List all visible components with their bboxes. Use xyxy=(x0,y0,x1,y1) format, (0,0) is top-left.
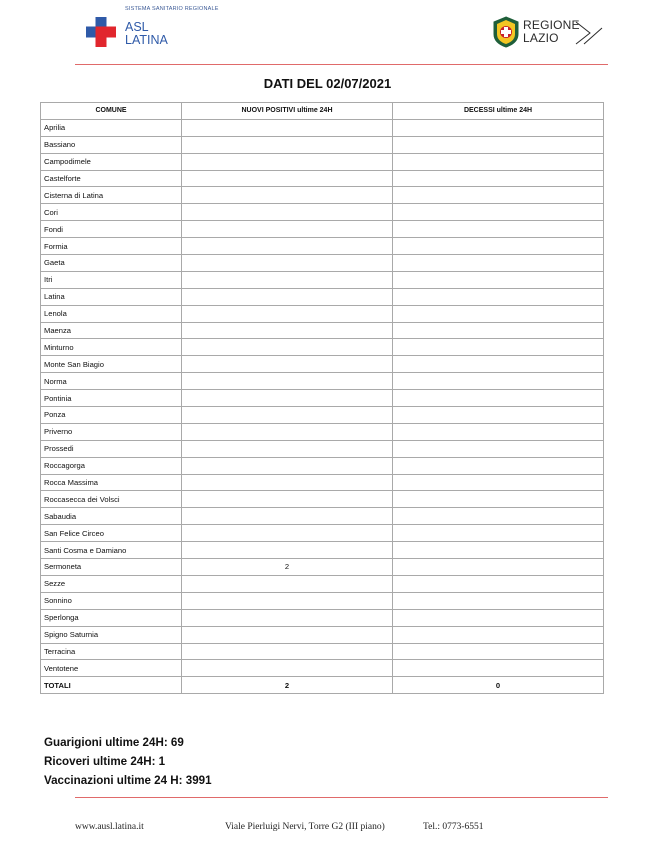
nuovi-positivi-cell xyxy=(182,119,393,136)
table-row xyxy=(41,339,604,356)
decessi-cell xyxy=(393,491,604,508)
comune-cell: Sermoneta xyxy=(41,559,182,576)
nuovi-positivi-cell xyxy=(182,238,393,255)
table-row xyxy=(41,660,604,677)
comune-cell: Ventotene xyxy=(41,660,182,677)
nuovi-positivi-cell xyxy=(182,153,393,170)
nuovi-positivi-cell xyxy=(182,305,393,322)
table-row xyxy=(41,119,604,136)
table-row xyxy=(41,542,604,559)
decessi-cell xyxy=(393,575,604,592)
comune-cell: Ponza xyxy=(41,407,182,424)
decessi-cell xyxy=(393,626,604,643)
regione-lazio-logo xyxy=(492,16,604,52)
table-row xyxy=(41,592,604,609)
table-row xyxy=(41,136,604,153)
comune-cell: Santi Cosma e Damiano xyxy=(41,542,182,559)
decessi-cell xyxy=(393,170,604,187)
nuovi-positivi-cell xyxy=(182,339,393,356)
decessi-cell xyxy=(393,271,604,288)
nuovi-positivi-cell xyxy=(182,221,393,238)
decessi-cell xyxy=(393,474,604,491)
summary-vaccinazioni: Vaccinazioni ultime 24 H: 3991 xyxy=(44,774,212,787)
decessi-cell xyxy=(393,457,604,474)
table-row xyxy=(41,305,604,322)
nuovi-positivi-cell xyxy=(182,575,393,592)
column-header-nuovi-positivi: NUOVI POSITIVI ultime 24H xyxy=(182,103,393,120)
comune-cell: Terracina xyxy=(41,643,182,660)
table-row xyxy=(41,390,604,407)
table-row xyxy=(41,491,604,508)
nuovi-positivi-cell xyxy=(182,204,393,221)
nuovi-positivi-cell xyxy=(182,609,393,626)
asl-caption: SISTEMA SANITARIO REGIONALE xyxy=(125,6,219,12)
lazio-decoration-icon xyxy=(574,18,604,48)
decessi-cell xyxy=(393,288,604,305)
comune-cell: Rocca Massima xyxy=(41,474,182,491)
nuovi-positivi-cell xyxy=(182,440,393,457)
totals-decessi-cell: 0 xyxy=(393,677,604,694)
comune-cell: Castelforte xyxy=(41,170,182,187)
decessi-cell xyxy=(393,136,604,153)
comune-cell: Sezze xyxy=(41,575,182,592)
totals-row xyxy=(41,677,604,694)
comune-cell: Priverno xyxy=(41,423,182,440)
decessi-cell xyxy=(393,423,604,440)
comune-cell: Cisterna di Latina xyxy=(41,187,182,204)
decessi-cell xyxy=(393,305,604,322)
table-row xyxy=(41,221,604,238)
decessi-cell xyxy=(393,204,604,221)
column-header-decessi: DECESSI ultime 24H xyxy=(393,103,604,120)
summary-block xyxy=(44,733,212,790)
nuovi-positivi-cell xyxy=(182,474,393,491)
decessi-cell xyxy=(393,508,604,525)
decessi-cell xyxy=(393,643,604,660)
decessi-cell xyxy=(393,221,604,238)
nuovi-positivi-cell xyxy=(182,288,393,305)
table-row xyxy=(41,255,604,272)
table-row xyxy=(41,474,604,491)
comune-cell: Prossedi xyxy=(41,440,182,457)
medical-cross-icon xyxy=(85,16,117,48)
nuovi-positivi-cell xyxy=(182,271,393,288)
footer-address: Viale Pierluigi Nervi, Torre G2 (III piano) xyxy=(225,822,385,832)
comune-cell: Roccagorga xyxy=(41,457,182,474)
nuovi-positivi-cell xyxy=(182,136,393,153)
decessi-cell xyxy=(393,153,604,170)
table-row xyxy=(41,238,604,255)
comune-cell: Campodimele xyxy=(41,153,182,170)
document-title: DATI DEL 02/07/2021 xyxy=(263,76,392,91)
nuovi-positivi-cell xyxy=(182,457,393,474)
lazio-emblem-icon xyxy=(492,16,520,48)
asl-name xyxy=(125,21,168,47)
comune-cell: Formia xyxy=(41,238,182,255)
decessi-cell xyxy=(393,390,604,407)
nuovi-positivi-cell xyxy=(182,508,393,525)
totals-nuovi-positivi-cell: 2 xyxy=(182,677,393,694)
comune-cell: Sonnino xyxy=(41,592,182,609)
decessi-cell xyxy=(393,542,604,559)
table-row xyxy=(41,204,604,221)
decessi-cell xyxy=(393,322,604,339)
totals-label-cell: TOTALI xyxy=(41,677,182,694)
nuovi-positivi-cell xyxy=(182,373,393,390)
table-row xyxy=(41,609,604,626)
nuovi-positivi-cell xyxy=(182,525,393,542)
nuovi-positivi-cell xyxy=(182,542,393,559)
decessi-cell xyxy=(393,407,604,424)
nuovi-positivi-cell xyxy=(182,170,393,187)
lazio-name-line2: LAZIO xyxy=(523,30,559,45)
comune-cell: Fondi xyxy=(41,221,182,238)
comune-cell: Latina xyxy=(41,288,182,305)
table-row xyxy=(41,322,604,339)
comune-cell: Cori xyxy=(41,204,182,221)
table-row xyxy=(41,457,604,474)
nuovi-positivi-cell xyxy=(182,322,393,339)
table-header-row xyxy=(41,103,604,120)
asl-name-line2: LATINA xyxy=(125,33,168,47)
summary-ricoveri: Ricoveri ultime 24H: 1 xyxy=(44,755,166,768)
table-row xyxy=(41,153,604,170)
table-row xyxy=(41,288,604,305)
comune-cell: Gaeta xyxy=(41,255,182,272)
nuovi-positivi-cell xyxy=(182,592,393,609)
nuovi-positivi-cell xyxy=(182,356,393,373)
nuovi-positivi-cell: 2 xyxy=(182,559,393,576)
comune-cell: Sperlonga xyxy=(41,609,182,626)
table-row xyxy=(41,423,604,440)
comune-cell: Itri xyxy=(41,271,182,288)
nuovi-positivi-cell xyxy=(182,491,393,508)
lazio-name xyxy=(523,19,580,44)
table-row xyxy=(41,575,604,592)
nuovi-positivi-cell xyxy=(182,187,393,204)
decessi-cell xyxy=(393,187,604,204)
table-row xyxy=(41,187,604,204)
comune-cell: Maenza xyxy=(41,322,182,339)
table-row xyxy=(41,440,604,457)
table-row xyxy=(41,508,604,525)
nuovi-positivi-cell xyxy=(182,407,393,424)
table-row xyxy=(41,373,604,390)
table-row xyxy=(41,643,604,660)
decessi-cell xyxy=(393,238,604,255)
table-row xyxy=(41,559,604,576)
decessi-cell xyxy=(393,559,604,576)
comune-cell: San Felice Circeo xyxy=(41,525,182,542)
decessi-cell xyxy=(393,660,604,677)
decessi-cell xyxy=(393,339,604,356)
nuovi-positivi-cell xyxy=(182,626,393,643)
comune-cell: Norma xyxy=(41,373,182,390)
nuovi-positivi-cell xyxy=(182,390,393,407)
column-header-comune: COMUNE xyxy=(41,103,182,120)
comune-cell: Spigno Saturnia xyxy=(41,626,182,643)
nuovi-positivi-cell xyxy=(182,423,393,440)
comune-cell: Aprilia xyxy=(41,119,182,136)
decessi-cell xyxy=(393,592,604,609)
decessi-cell xyxy=(393,525,604,542)
summary-guarigioni: Guarigioni ultime 24H: 69 xyxy=(44,736,184,749)
asl-name-line1: ASL xyxy=(125,20,149,34)
table-row xyxy=(41,525,604,542)
footer-phone: Tel.: 0773-6551 xyxy=(423,822,484,832)
comune-cell: Sabaudia xyxy=(41,508,182,525)
nuovi-positivi-cell xyxy=(182,255,393,272)
decessi-cell xyxy=(393,119,604,136)
decessi-cell xyxy=(393,609,604,626)
comune-cell: Pontinia xyxy=(41,390,182,407)
table-row xyxy=(41,170,604,187)
footer-website: www.ausl.latina.it xyxy=(75,822,144,832)
comune-cell: Lenola xyxy=(41,305,182,322)
comune-cell: Minturno xyxy=(41,339,182,356)
table-row xyxy=(41,271,604,288)
page-header xyxy=(0,0,655,64)
nuovi-positivi-cell xyxy=(182,660,393,677)
decessi-cell xyxy=(393,255,604,272)
decessi-cell xyxy=(393,373,604,390)
table-row xyxy=(41,626,604,643)
decessi-cell xyxy=(393,440,604,457)
table-row xyxy=(41,356,604,373)
lazio-name-line1: REGIONE xyxy=(523,18,580,32)
nuovi-positivi-cell xyxy=(182,643,393,660)
comune-cell: Bassiano xyxy=(41,136,182,153)
header-divider xyxy=(75,64,608,65)
covid-data-table xyxy=(40,102,604,694)
comune-cell: Monte San Biagio xyxy=(41,356,182,373)
footer-divider xyxy=(75,797,608,798)
table-row xyxy=(41,407,604,424)
comune-cell: Roccasecca dei Volsci xyxy=(41,491,182,508)
decessi-cell xyxy=(393,356,604,373)
